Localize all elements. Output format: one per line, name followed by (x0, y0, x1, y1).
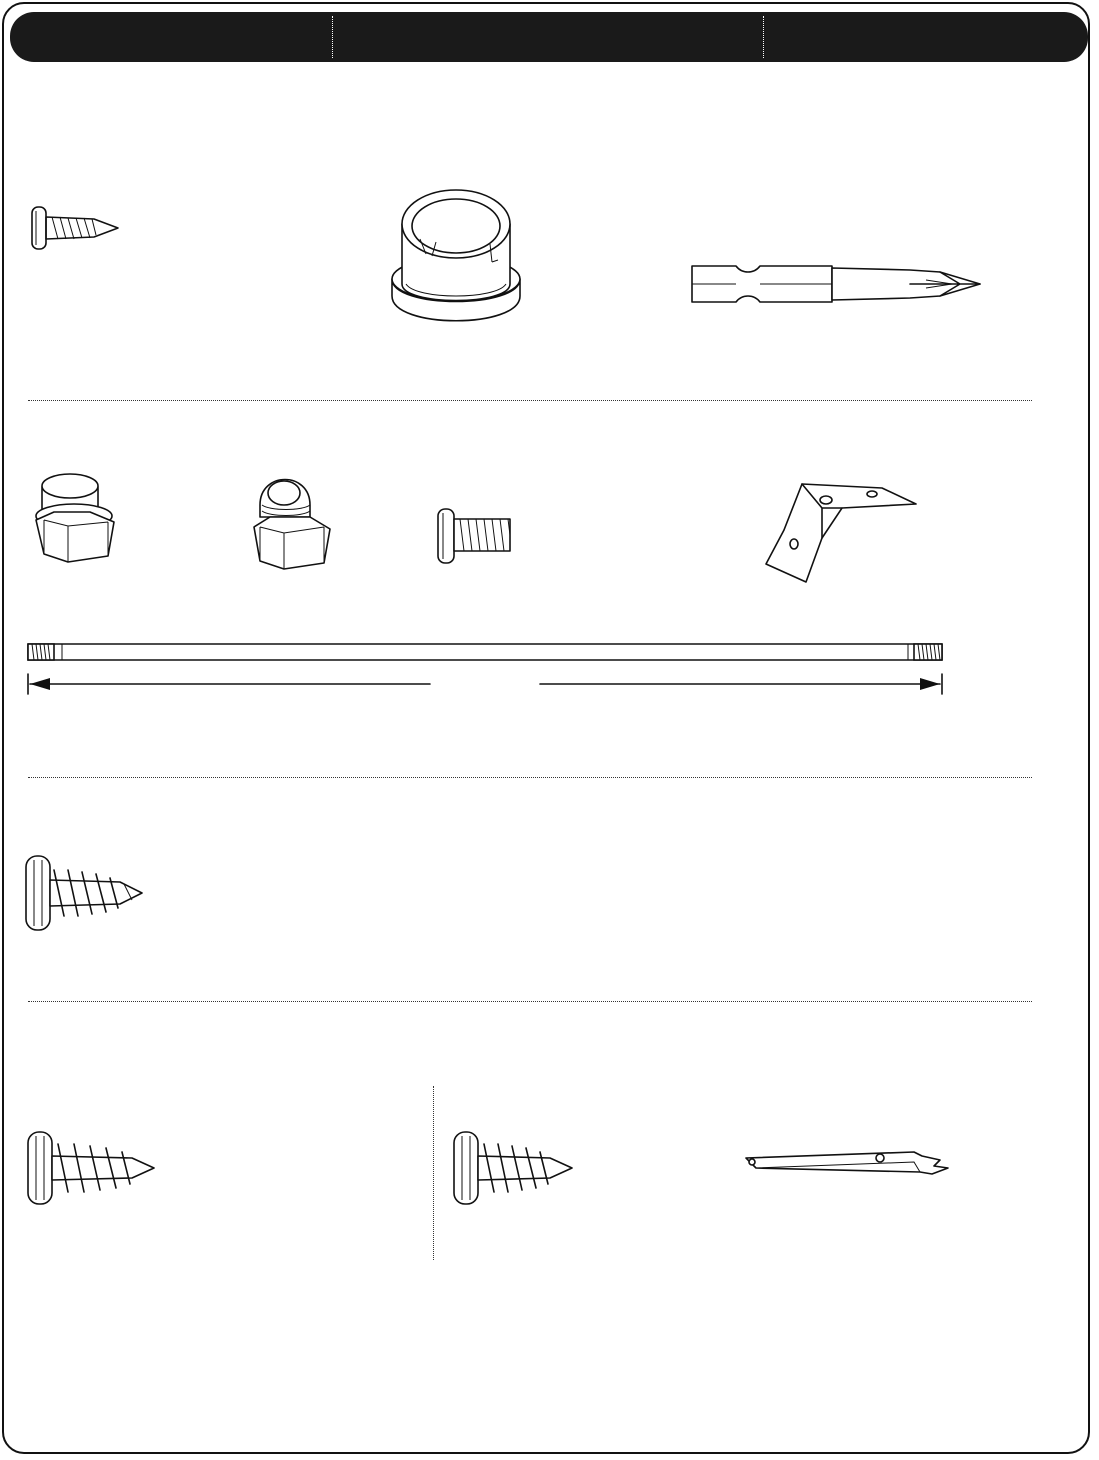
wood-screw-left-icon (26, 1130, 156, 1208)
header-cell-3 (764, 12, 1088, 62)
wood-screw-right-icon (452, 1130, 574, 1208)
header-bar (10, 12, 1088, 62)
section-separator-1 (28, 400, 1032, 401)
page-frame (2, 2, 1090, 1454)
acorn-nut-icon (250, 475, 340, 571)
small-screw-icon (30, 205, 122, 251)
large-wood-screw-icon (24, 854, 148, 934)
section-separator-3 (28, 1001, 1032, 1002)
section-4-divider (433, 1086, 434, 1260)
angle-bracket-icon (762, 478, 920, 586)
length-dimension-arrow-icon (26, 672, 946, 696)
spring-clip-tool-icon (744, 1150, 954, 1184)
machine-screw-icon (436, 505, 516, 567)
section-separator-2 (28, 777, 1032, 778)
header-cell-2 (333, 12, 763, 62)
phillips-bit-icon (690, 262, 985, 306)
cap-nut-icon (32, 470, 124, 566)
plastic-bushing-icon (380, 184, 530, 334)
threaded-rod-icon (26, 640, 946, 664)
header-cell-1 (10, 12, 332, 62)
